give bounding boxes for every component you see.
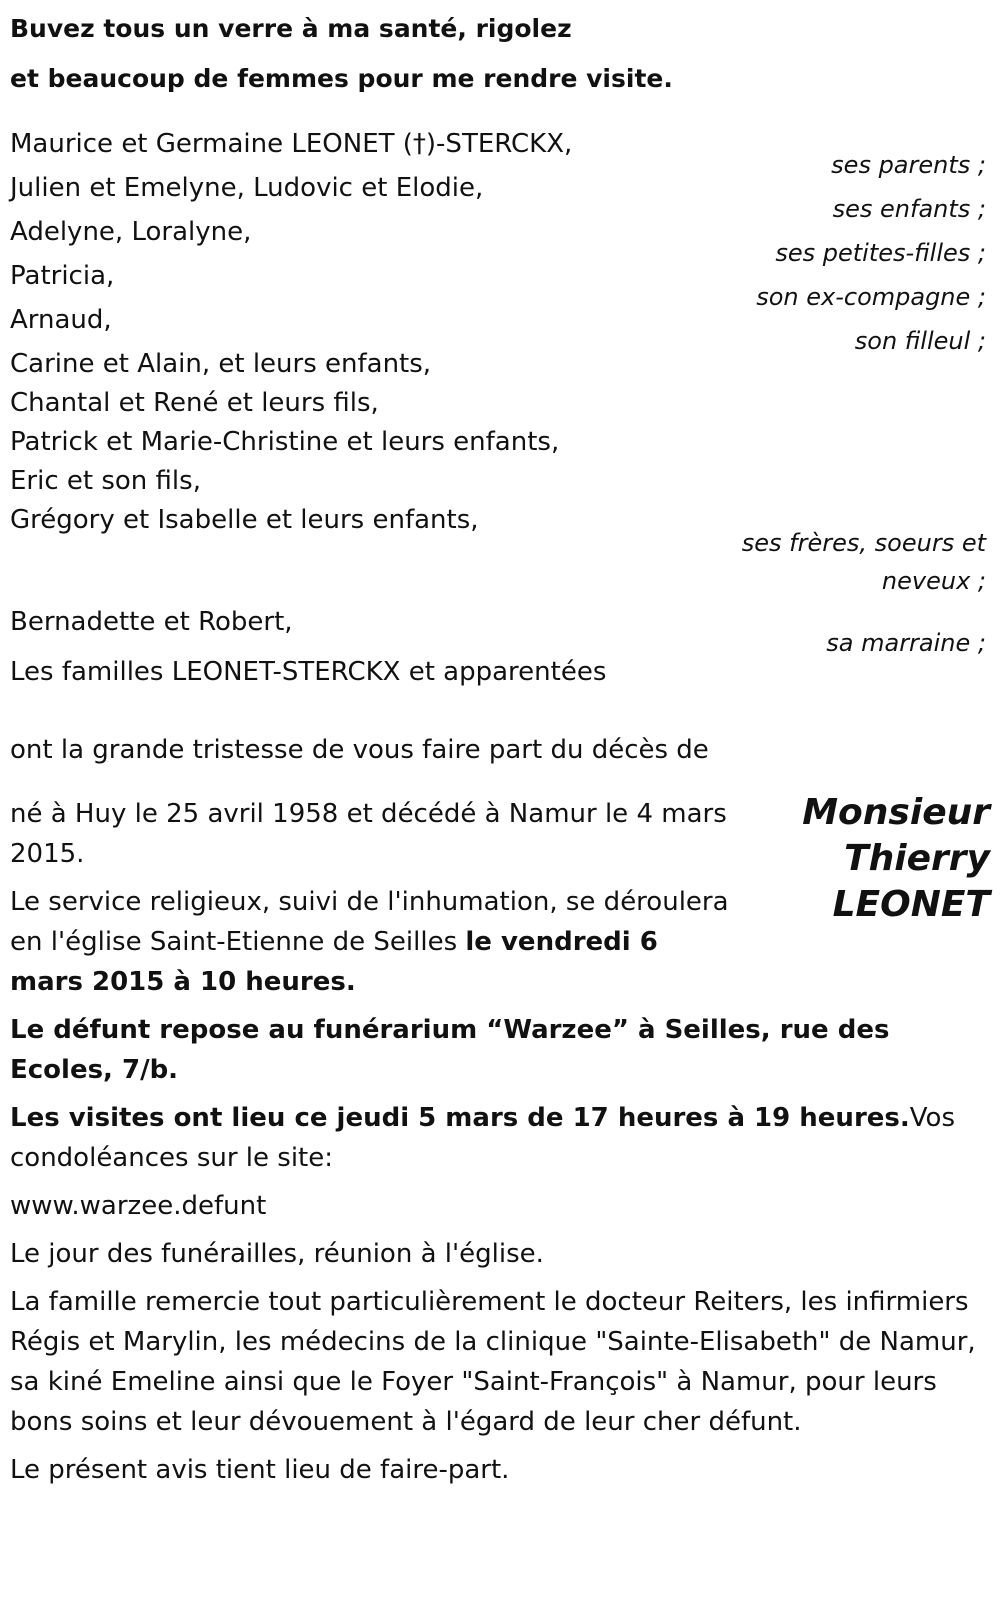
family-names: Adelyne, Loralyne, (10, 217, 252, 247)
announcement: ont la grande tristesse de vous faire part du décès de (10, 735, 709, 765)
siblings-relation-2: neveux ; (881, 567, 986, 595)
family-entry-godmother (10, 602, 990, 662)
deceased-last-name: LEONET (832, 884, 990, 925)
families-line: Les familles LEONET-STERCKX et apparentées (10, 657, 607, 687)
family-names: Patricia, (10, 261, 115, 291)
epitaph (10, 4, 990, 104)
visits-condolences: Vos condoléances sur le site: (10, 1103, 955, 1173)
sibling-line: Grégory et Isabelle et leurs enfants, (10, 505, 479, 535)
thanks: La famille remercie tout particulièrement le docteur Reiters, les infirmiers Régis et Marylin, les médecins de la clinique "Sainte-Elisabeth" de Namur, sa kiné Emeline ainsi que le Foyer "Saint-François" à Namur, pour leurs bons soins et leur dévouement à l'égard de leur cher défunt. (10, 1287, 976, 1437)
siblings-relation-1: ses frères, soeurs et (741, 529, 986, 557)
funerarium: Le défunt repose au funérarium “Warzee” à Seilles, rue des Ecoles, 7/b. (10, 1015, 890, 1085)
family-relation: son filleul ; (854, 327, 986, 355)
birth-death: né à Huy le 25 avril 1958 et décédé à Namur le 4 mars 2015. (10, 799, 727, 869)
family-relation: ses enfants ; (832, 195, 986, 223)
family-relation: son ex-compagne ; (756, 283, 986, 311)
service-info (10, 882, 730, 1002)
family-relation: ses parents ; (831, 151, 986, 179)
sibling-line: Patrick et Marie-Christine et leurs enfants, (10, 427, 560, 457)
deceased-title: Monsieur (802, 792, 990, 833)
service-text: Le service religieux, suivi de l'inhumation, se déroulera en l'église Saint-Etienne de Seilles (10, 887, 729, 957)
family-names: Julien et Emelyne, Ludovic et Elodie, (10, 173, 484, 203)
visits (10, 1098, 990, 1178)
family-relation: ses petites-filles ; (775, 239, 986, 267)
deceased-section (10, 794, 990, 1002)
family-entry-godson (10, 300, 990, 360)
website: www.warzee.defunt (10, 1191, 267, 1221)
visits-time: Les visites ont lieu ce jeudi 5 mars de 17 heures à 19 heures. (10, 1103, 910, 1133)
sibling-line: Carine et Alain, et leurs enfants, (10, 349, 432, 379)
notice: Le présent avis tient lieu de faire-part. (10, 1455, 510, 1485)
family-names: Bernadette et Robert, (10, 607, 293, 637)
epitaph-line-2: et beaucoup de femmes pour me rendre visite. (10, 64, 673, 93)
family-names: Arnaud, (10, 305, 112, 335)
family-names: Maurice et Germaine LEONET (†)-STERCKX, (10, 129, 573, 159)
service-date: le vendredi 6 mars 2015 à 10 heures. (10, 927, 658, 997)
obituary-notice (10, 0, 990, 1498)
deceased-name (760, 790, 990, 928)
siblings-block (10, 344, 990, 600)
deceased-first-name: Thierry (844, 838, 990, 879)
sibling-line: Eric et son fils, (10, 466, 201, 496)
meeting: Le jour des funérailles, réunion à l'église. (10, 1239, 544, 1269)
sibling-line: Chantal et René et leurs fils, (10, 388, 379, 418)
epitaph-line-1: Buvez tous un verre à ma santé, rigolez (10, 14, 572, 43)
family-relation: sa marraine ; (826, 629, 986, 657)
